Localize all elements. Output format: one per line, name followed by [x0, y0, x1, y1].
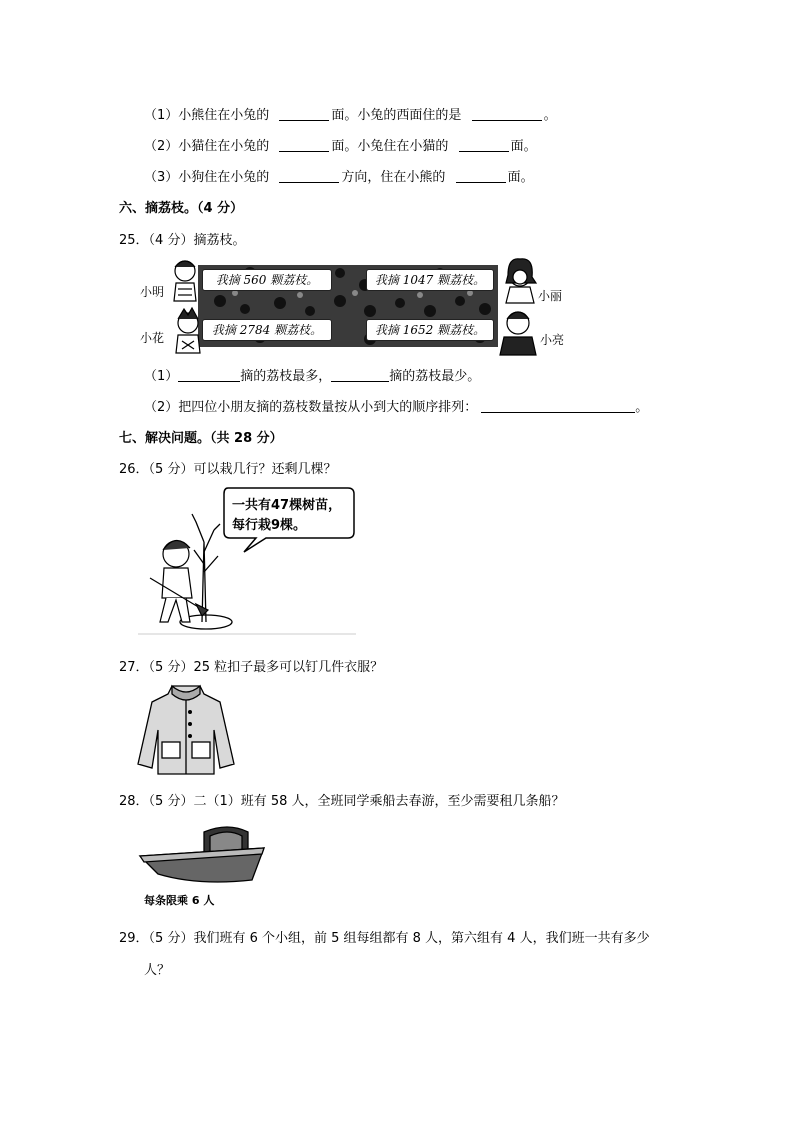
- q-text: （1）小熊住在小兔的: [144, 108, 270, 123]
- question-line-3: [144, 166, 534, 185]
- boy-avatar: [176, 308, 200, 353]
- coat-illustration: [136, 680, 236, 776]
- answer-blank[interactable]: [331, 369, 389, 382]
- answer-blank[interactable]: [456, 170, 506, 183]
- q-text: 面。: [510, 139, 537, 154]
- answer-blank[interactable]: [279, 108, 329, 121]
- kid-name-label: 小丽: [538, 289, 563, 303]
- tree-planting-picture: [136, 482, 358, 636]
- q26-title: 26．（5 分）可以栽几行？还剩几棵？: [119, 462, 337, 477]
- section-7-heading: 七、解决问题。（共 28 分）: [119, 431, 283, 446]
- q-text: 方向，住在小熊的: [341, 170, 446, 185]
- speech-bubble: 我摘 1047 颗荔枝。: [366, 269, 494, 291]
- girl-avatar: [506, 259, 536, 303]
- q-text: （1）: [144, 369, 179, 384]
- q-text: 面。小兔住在小猫的: [331, 139, 449, 154]
- section-6-heading: 六、摘荔枝。（4 分）: [119, 201, 244, 216]
- answer-blank[interactable]: [472, 108, 542, 121]
- boy-avatar: [500, 312, 536, 355]
- answer-blank[interactable]: [481, 400, 635, 413]
- question-line-1: [144, 104, 557, 123]
- answer-blank[interactable]: [279, 170, 339, 183]
- lychee-picture: [140, 253, 566, 357]
- speech-bubble: 我摘 1652 颗荔枝。: [366, 319, 494, 341]
- q-text: （3）小狗住在小兔的: [144, 170, 270, 185]
- speech-bubble: 我摘 560 颗荔枝。: [202, 269, 332, 291]
- q-text: （2）小猫住在小兔的: [144, 139, 270, 154]
- boat-picture: [138, 818, 266, 910]
- boat-caption: 每条限乘 6 人: [144, 894, 215, 907]
- answer-blank[interactable]: [459, 139, 509, 152]
- q29-line-2: 人？: [144, 963, 171, 978]
- kid-name-label: 小花: [140, 331, 165, 345]
- kid-name-label: 小亮: [540, 333, 565, 347]
- boy-avatar: [174, 261, 196, 301]
- bubble-text-line-2: 每行栽9棵。: [232, 518, 307, 533]
- q-text: 面。: [507, 170, 534, 185]
- kid-name-label: 小明: [140, 285, 165, 299]
- q25-part-1: [144, 365, 480, 384]
- q29-line-1: 29．（5 分）我们班有 6 个小组，前 5 组每组都有 8 人，第六组有 4 人，我们班一共有多少: [119, 931, 650, 946]
- q25-part-2: [144, 396, 648, 415]
- boat-illustration: [138, 818, 266, 888]
- q-text: 。: [543, 108, 557, 123]
- answer-blank[interactable]: [279, 139, 329, 152]
- q-text: 。: [635, 400, 649, 415]
- q-text: 面。小兔的西面住的是: [331, 108, 462, 123]
- q-text: （2）把四位小朋友摘的荔枝数量按从小到大的顺序排列：: [144, 400, 478, 415]
- q28-title: 28．（5 分）二（1）班有 58 人，全班同学乘船去春游，至少需要租几条船？: [119, 794, 565, 809]
- q27-title: 27．（5 分）25 粒扣子最多可以钉几件衣服？: [119, 660, 384, 675]
- bubble-text-line-1: 一共有47棵树苗，: [232, 498, 342, 513]
- q-text: 摘的荔枝最多，: [240, 369, 332, 384]
- q25-title: 25．（4 分）摘荔枝。: [119, 233, 246, 248]
- q-text: 摘的荔枝最少。: [389, 369, 481, 384]
- question-line-2: [144, 135, 537, 154]
- speech-bubble: 我摘 2784 颗荔枝。: [202, 319, 332, 341]
- answer-blank[interactable]: [178, 369, 240, 382]
